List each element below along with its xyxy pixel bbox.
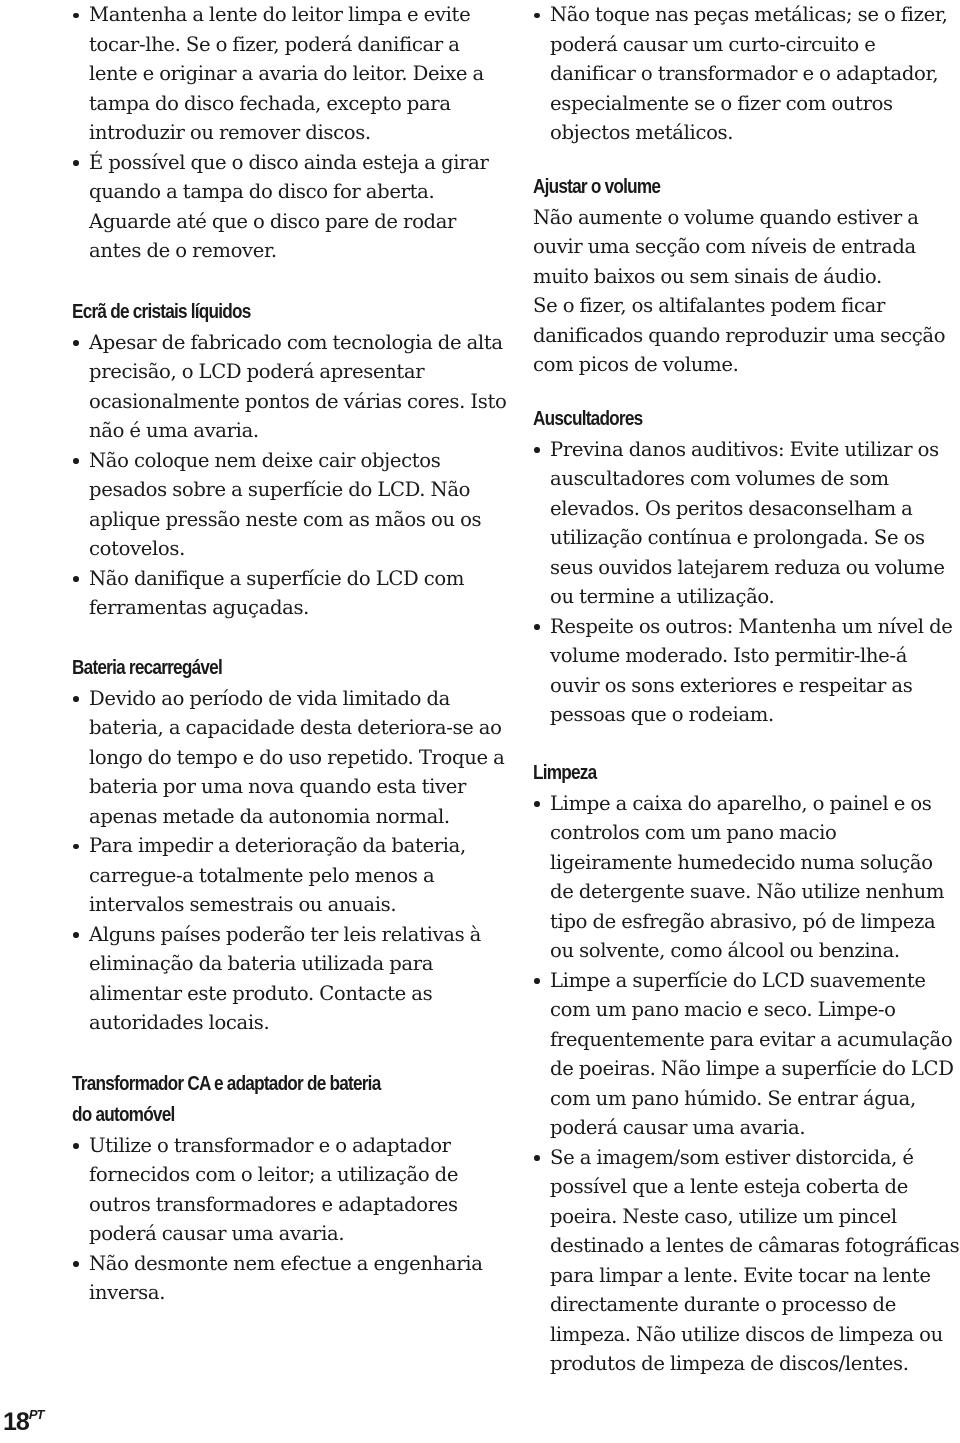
battery-list — [72, 684, 512, 1038]
list-item: É possível que o disco ainda esteja a girar quando a tampa do disco for aberta. Aguarde até que o disco pare de rodar antes de o remover. — [72, 148, 512, 266]
list-item: Para impedir a deterioração da bateria, carregue-a totalmente pelo menos a intervalos semestrais ou anuais. — [72, 831, 512, 920]
right-column — [533, 0, 960, 1379]
section-heading-battery: Bateria recarregável — [72, 656, 222, 679]
list-item: Utilize o transformador e o adaptador fornecidos com o leitor; a utilização de outros transformadores e adaptadores poderá causar uma avaria. — [72, 1131, 512, 1249]
heading-line: do automóvel — [72, 1103, 175, 1126]
lcd-list — [72, 328, 512, 623]
list-item: Não toque nas peças metálicas; se o fizer, poderá causar um curto-circuito e danificar o transformador e o adaptador, especialmente se o fizer com outros objectos metálicos. — [533, 0, 960, 148]
section-heading-cleaning: Limpeza — [533, 761, 597, 784]
left-column — [72, 0, 512, 1308]
language-code: PT — [28, 1406, 44, 1422]
list-item: Não coloque nem deixe cair objectos pesados sobre a superfície do LCD. Não aplique pressão neste com as mãos ou os cotovelos. — [72, 446, 512, 564]
list-item: Não desmonte nem efectue a engenharia inversa. — [72, 1249, 512, 1308]
page-number-value: 18 — [3, 1408, 29, 1436]
page-number — [3, 1408, 43, 1437]
section-heading-lcd: Ecrã de cristais líquidos — [72, 300, 251, 323]
volume-paragraph: Não aumente o volume quando estiver a ouvir uma secção com níveis de entrada muito baixos ou sem sinais de áudio. — [533, 205, 919, 288]
list-item: Limpe a caixa do aparelho, o painel e os controlos com um pano macio ligeiramente humedecido numa solução de detergente suave. Não utilize nenhum tipo de esfregão abrasivo, pó de limpeza ou solvente, como álcool ou benzina. — [533, 789, 960, 966]
list-item: Devido ao período de vida limitado da bateria, a capacidade desta deteriora-se ao longo do tempo e do uso repetido. Troque a bateria por uma nova quando esta tiver apenas metade da autonomia normal. — [72, 684, 512, 832]
adapter-continued-list — [533, 0, 960, 148]
volume-paragraph: Se o fizer, os altifalantes podem ficar danificados quando reproduzir uma secção com picos de volume. — [533, 294, 946, 376]
intro-list — [72, 0, 512, 266]
list-item: Limpe a superfície do LCD suavemente com um pano macio e seco. Limpe-o frequentemente para evitar a acumulação de poeiras. Não limpe a superfície do LCD com um pano húmido. Se entrar água, poderá causar uma avaria. — [533, 966, 960, 1143]
section-heading-adapter — [72, 1069, 450, 1131]
list-item: Mantenha a lente do leitor limpa e evite tocar-lhe. Se o fizer, poderá danificar a lente e originar a avaria do leitor. Deixe a tampa do disco fechada, excepto para introduzir ou remover discos. — [72, 0, 512, 148]
list-item: Apesar de fabricado com tecnologia de alta precisão, o LCD poderá apresentar ocasionalmente pontos de várias cores. Isto não é uma avaria. — [72, 328, 512, 446]
section-heading-volume: Ajustar o volume — [533, 175, 661, 198]
heading-line: Transformador CA e adaptador de bateria — [72, 1072, 381, 1095]
section-heading-headphones: Auscultadores — [533, 407, 643, 430]
list-item: Se a imagem/som estiver distorcida, é possível que a lente esteja coberta de poeira. Neste caso, utilize um pincel destinado a lentes de câmaras fotográficas para limpar a lente. Evite tocar na lente directamente durante o processo de limpeza. Não utilize discos de limpeza ou produtos de limpeza de discos/lentes. — [533, 1143, 960, 1379]
list-item: Respeite os outros: Mantenha um nível de volume moderado. Isto permitir-lhe-á ouvir os sons exteriores e respeitar as pessoas que o rodeiam. — [533, 612, 960, 730]
list-item: Previna danos auditivos: Evite utilizar os auscultadores com volumes de som elevados. Os peritos desaconselham a utilização contínua e prolongada. Se os seus ouvidos latejarem reduza ou volume ou termine a utilização. — [533, 435, 960, 612]
headphones-list — [533, 435, 960, 730]
list-item: Alguns países poderão ter leis relativas à eliminação da bateria utilizada para alimentar este produto. Contacte as autoridades locais. — [72, 920, 512, 1038]
list-item: Não danifique a superfície do LCD com ferramentas aguçadas. — [72, 564, 512, 623]
adapter-list — [72, 1131, 512, 1308]
cleaning-list — [533, 789, 960, 1379]
